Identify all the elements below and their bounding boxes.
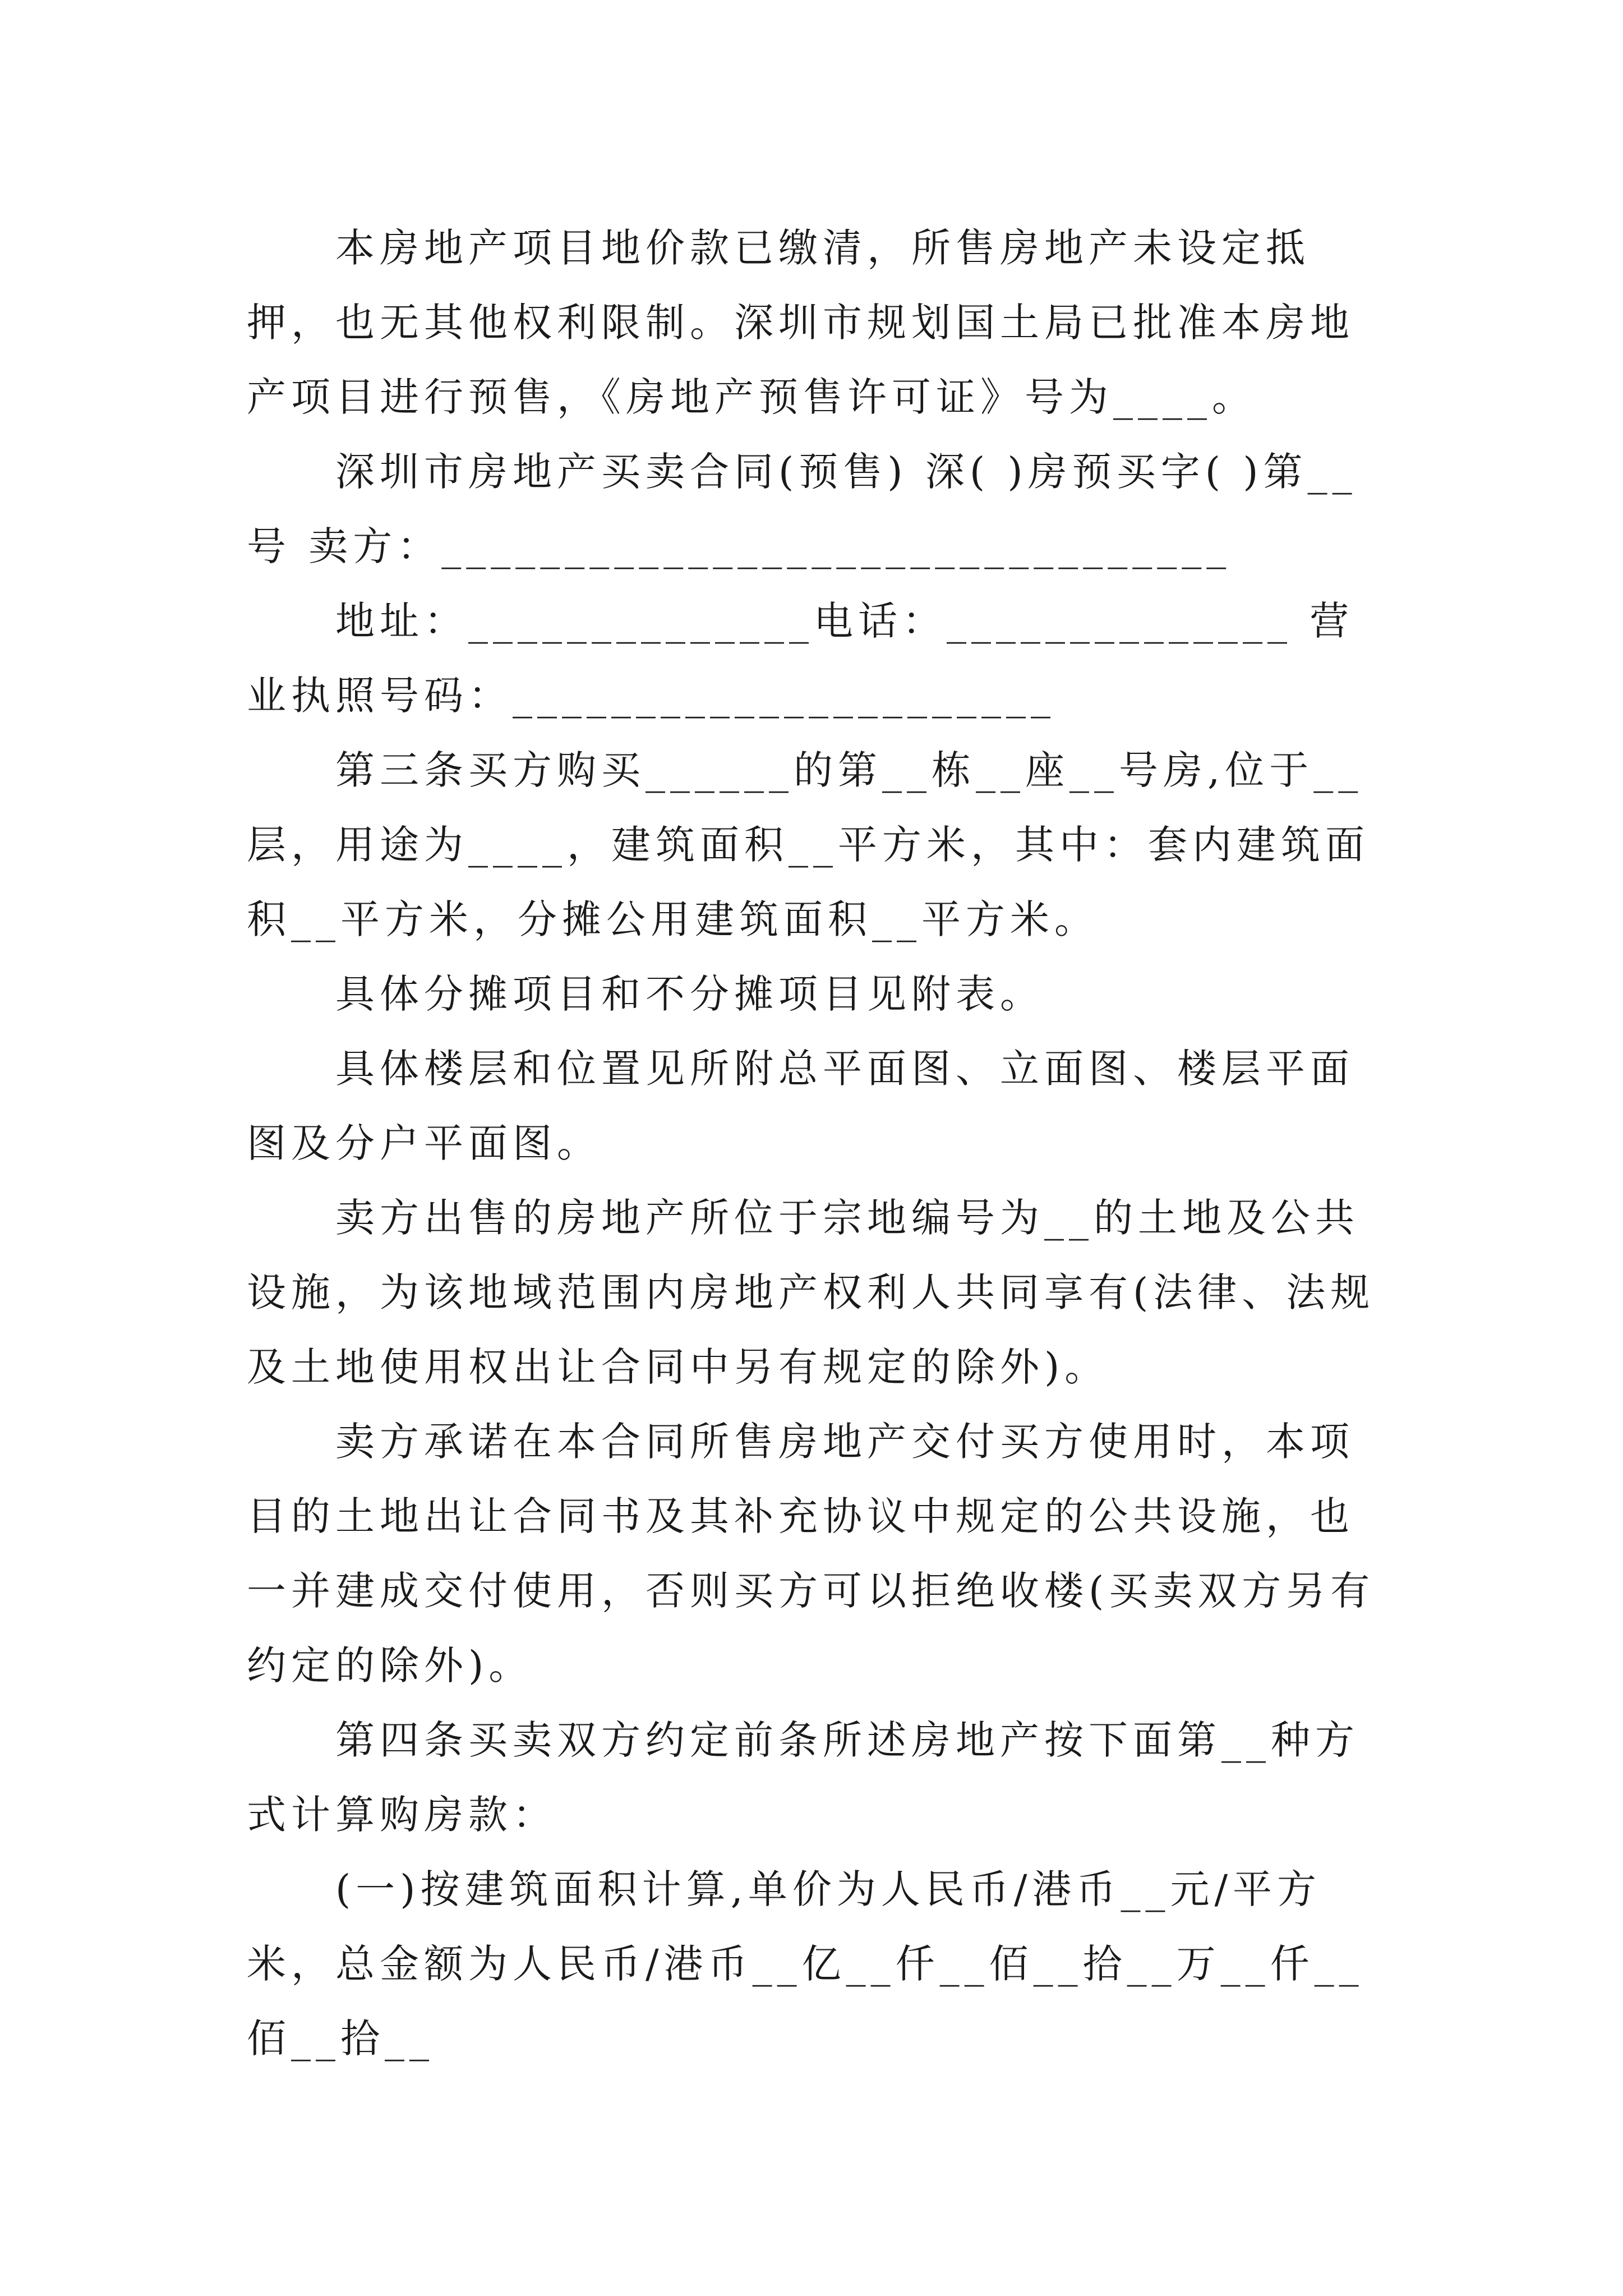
paragraph-contract-header: 深圳市房地产买卖合同(预售) 深( )房预买字( )第__号 卖方：________________________________ <box>247 449 1357 569</box>
paragraph-floor-plans: 具体楼层和位置见所附总平面图、立面图、楼层平面图及分户平面图。 <box>247 1046 1354 1166</box>
paragraph-seller-commitment: 卖方承诺在本合同所售房地产交付买方使用时，本项目的土地出让合同书及其补充协议中规定的公共设施，也一并建成交付使用，否则买方可以拒绝收楼(买卖双方另有约定的除外)。 <box>247 1419 1375 1688</box>
paragraph-land-price: 本房地产项目地价款已缴清，所售房地产未设定抵押，也无其他权利限制。深圳市规划国土局已批准本房地产项目进行预售，《房地产预售许可证》号为____。 <box>247 225 1354 420</box>
paragraph-seller-address: 地址：______________电话：______________ 营业执照号码：______________________ <box>247 598 1354 719</box>
paragraph-article-4: 第四条买卖双方约定前条所述房地产按下面第__种方式计算购房款： <box>247 1717 1359 1838</box>
paragraph-shared-items: 具体分摊项目和不分摊项目见附表。 <box>335 971 1044 1017</box>
document-body <box>247 211 1381 2076</box>
paragraph-land-parcel: 卖方出售的房地产所位于宗地编号为__的土地及公共设施，为该地域范围内房地产权利人共同享有(法律、法规及土地使用权出让合同中另有规定的除外)。 <box>247 1195 1375 1390</box>
paragraph-article-3: 第三条买方购买______的第__栋__座__号房,位于__层，用途为____，建筑面积__平方米，其中：套内建筑面积__平方米，分摊公用建筑面积__平方米。 <box>247 747 1370 942</box>
paragraph-price-method-1: (一)按建筑面积计算,单价为人民币/港币__元/平方米，总金额为人民币/港币__亿__仟__佰__拾__万__仟__佰__拾__ <box>247 1866 1364 2062</box>
